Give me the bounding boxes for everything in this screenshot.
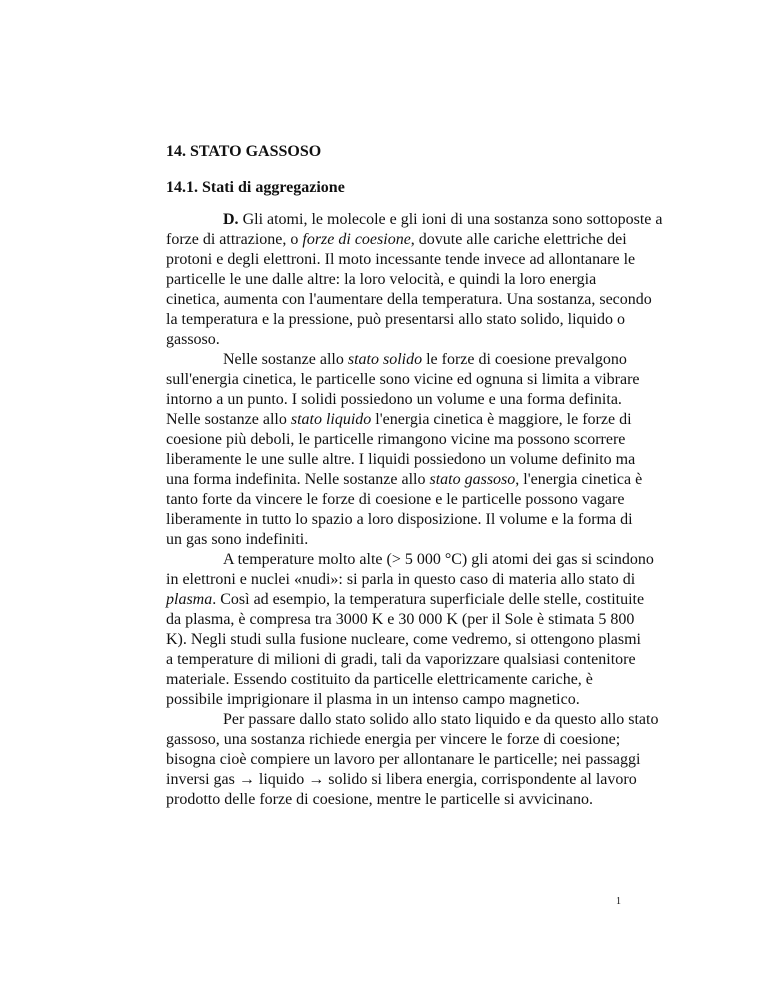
paragraph-2-line-6: liberamente le une sulle altre. I liquidi possiedono un volume definito ma [166, 451, 636, 468]
paragraph-2-line-8: tanto forte da vincere le forze di coesione e le particelle possono vagare [166, 491, 625, 508]
paragraph-3-line-3 [166, 590, 644, 610]
paragraph-3-line-8: possibile imprigionare il plasma in un intenso campo magnetico. [166, 691, 580, 708]
paragraph-text: Nelle sostanze allo [166, 411, 291, 428]
paragraph-label: D. [223, 211, 239, 228]
paragraph-3-line-2: in elettroni e nuclei «nudi»: si parla in questo caso di materia allo stato di [166, 571, 636, 588]
paragraph-text: , l'energia cinetica è [515, 471, 643, 488]
paragraph-2-line-4 [166, 410, 632, 430]
paragraph-text: Gli atomi, le molecole e gli ioni di una sostanza sono sottoposte a [238, 211, 663, 228]
section-title: 14.1. Stati di aggregazione [166, 179, 345, 196]
paragraph-1-line-5: cinetica, aumenta con l'aumentare della temperatura. Una sostanza, secondo [166, 291, 652, 308]
chapter-title: 14. STATO GASSOSO [166, 143, 322, 160]
italic-term: plasma [166, 591, 213, 608]
paragraph-3-line-7: materiale. Essendo costituito da particelle elettricamente cariche, è [166, 671, 593, 688]
italic-term: stato gassoso [429, 471, 516, 488]
paragraph-1-line-7: gassoso. [166, 331, 220, 348]
paragraph-2-line-3: intorno a un punto. I solidi possiedono un volume e una forma definita. [166, 391, 622, 408]
paragraph-4-line-2: gassoso, una sostanza richiede energia per vincere le forze di coesione; [166, 731, 621, 748]
paragraph-text: Nelle sostanze allo [223, 351, 348, 368]
paragraph-2-line-2: sull'energia cinetica, le particelle sono vicine ed ognuna si limita a vibrare [166, 371, 640, 388]
paragraph-1-line-4: particelle le une dalle altre: la loro velocità, e quindi la loro energia [166, 271, 597, 288]
paragraph-4-line-4: inversi gas → liquido → solido si libera energia, corrispondente al lavoro [166, 771, 637, 788]
paragraph-text: , dovute alle cariche elettriche dei [410, 231, 627, 248]
paragraph-3-line-6: a temperature di milioni di gradi, tali da vaporizzare qualsiasi contenitore [166, 651, 636, 668]
paragraph-4-line-3: bisogna cioè compiere un lavoro per allontanare le particelle; nei passaggi [166, 751, 641, 768]
italic-term: forze di coesione [302, 231, 411, 248]
paragraph-text: l'energia cinetica è maggiore, le forze di [371, 411, 632, 428]
paragraph-4-line-1: Per passare dallo stato solido allo stato liquido e da questo allo stato [223, 711, 659, 728]
paragraph-1-line-3: protoni e degli elettroni. Il moto incessante tende invece ad allontanare le [166, 251, 636, 268]
paragraph-2-line-10: un gas sono indefiniti. [166, 531, 309, 548]
paragraph-3-line-1: A temperature molto alte (> 5 000 °C) gli atomi dei gas si scindono [223, 551, 654, 568]
paragraph-1-line-2 [166, 230, 627, 250]
italic-term: stato solido [347, 351, 423, 368]
italic-term: stato liquido [290, 411, 372, 428]
paragraph-text: . Così ad esempio, la temperatura superficiale delle stelle, costituite [212, 591, 645, 608]
paragraph-2-line-1 [223, 350, 627, 370]
page-number: 1 [616, 896, 621, 907]
paragraph-3-line-4: da plasma, è compresa tra 3000 K e 30 000 K (per il Sole è stimata 5 800 [166, 611, 635, 628]
paragraph-3-line-5: K). Negli studi sulla fusione nucleare, come vedremo, si ottengono plasmi [166, 631, 641, 648]
paragraph-2-line-5: coesione più deboli, le particelle rimangono vicine ma possono scorrere [166, 431, 626, 448]
paragraph-text: forze di attrazione, o [166, 231, 303, 248]
paragraph-4-line-5: prodotto delle forze di coesione, mentre le particelle si avvicinano. [166, 791, 593, 808]
paragraph-text: una forma indefinita. Nelle sostanze allo [166, 471, 430, 488]
paragraph-2-line-7 [166, 470, 642, 490]
paragraph-2-line-9: liberamente in tutto lo spazio a loro disposizione. Il volume e la forma di [166, 511, 633, 528]
paragraph-text: le forze di coesione prevalgono [422, 351, 627, 368]
paragraph-1-line-6: la temperatura e la pressione, può presentarsi allo stato solido, liquido o [166, 311, 625, 328]
paragraph-1-line-1 [223, 210, 662, 230]
